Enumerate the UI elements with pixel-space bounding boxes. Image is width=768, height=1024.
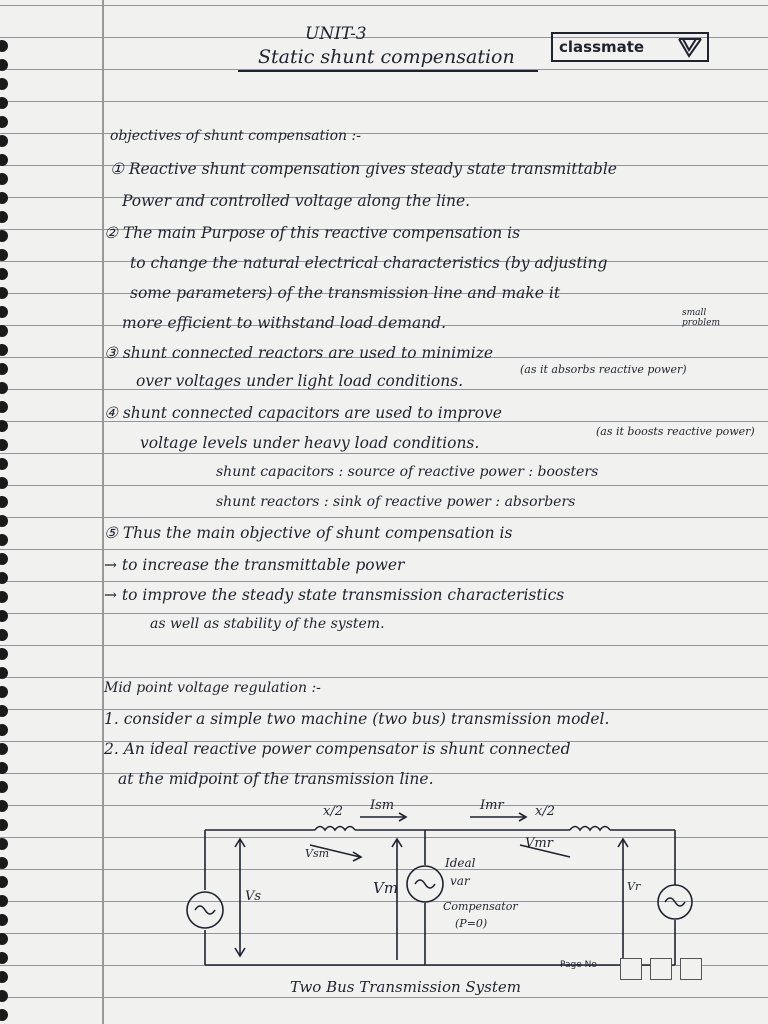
note-small-problem: small problem <box>682 308 720 328</box>
binding-hole <box>0 496 8 508</box>
binding-hole <box>0 724 8 736</box>
binding-hole <box>0 610 8 622</box>
binding-hole <box>0 97 8 109</box>
objective-line-10: voltage levels under heavy load conditions. <box>140 434 480 452</box>
binding-hole <box>0 572 8 584</box>
binding-hole <box>0 762 8 774</box>
unit-title: UNIT-3 <box>305 24 367 44</box>
diagram-caption: Two Bus Transmission System <box>290 978 521 996</box>
objective-line-9: ④ shunt connected capacitors are used to improve <box>104 404 502 422</box>
compensator-label-2: var <box>450 874 470 888</box>
compensator-label-1: Ideal <box>445 856 476 870</box>
objective-line-13: ⑤ Thus the main objective of shunt compensation is <box>104 524 513 542</box>
binding-hole <box>0 211 8 223</box>
binding-hole <box>0 876 8 888</box>
brand-box <box>551 32 709 62</box>
binding-hole <box>0 116 8 128</box>
x-left-label: x/2 <box>323 804 343 819</box>
binding-hole <box>0 781 8 793</box>
inductor-right <box>570 827 610 831</box>
objective-line-2: Power and controlled voltage along the line. <box>122 192 471 210</box>
note-absorbs: (as it absorbs reactive power) <box>520 363 687 376</box>
binding-hole <box>0 458 8 470</box>
binding-hole <box>0 838 8 850</box>
shunt-reactors-line: shunt reactors : sink of reactive power : absorbers <box>216 494 576 510</box>
x-right-label: x/2 <box>535 804 555 819</box>
binding-hole <box>0 40 8 52</box>
binding-hole <box>0 971 8 983</box>
binding-hole <box>0 344 8 356</box>
binding-hole <box>0 667 8 679</box>
objective-line-15: → to improve the steady state transmission characteristics <box>104 586 565 604</box>
inductor-left <box>315 827 355 831</box>
brand-logo-text: classmate <box>559 38 645 56</box>
binding-hole <box>0 230 8 242</box>
vsm-label: Vsm <box>305 847 330 860</box>
binding-hole <box>0 515 8 527</box>
objective-line-1: ① Reactive shunt compensation gives steady state transmittable <box>110 160 617 178</box>
imr-label: Imr <box>480 798 504 813</box>
objective-line-3: ② The main Purpose of this reactive compensation is <box>104 224 521 242</box>
midpoint-line-1: 1. consider a simple two machine (two bus) transmission model. <box>104 710 610 728</box>
midpoint-line-2: 2. An ideal reactive power compensator is shunt connected <box>104 740 571 758</box>
binding-hole <box>0 306 8 318</box>
binding-hole <box>0 914 8 926</box>
binding-hole <box>0 553 8 565</box>
binding-hole <box>0 477 8 489</box>
shunt-capacitors-line: shunt capacitors : source of reactive power : boosters <box>216 464 599 480</box>
binding-hole <box>0 135 8 147</box>
midpoint-line-3: at the midpoint of the transmission line. <box>118 770 434 788</box>
binding-hole <box>0 249 8 261</box>
binding-hole <box>0 382 8 394</box>
binding-hole <box>0 363 8 375</box>
vm-label: Vm <box>373 879 399 897</box>
binding-hole <box>0 895 8 907</box>
objective-line-16: as well as stability of the system. <box>150 616 385 632</box>
page-number-box <box>650 958 672 980</box>
title-underline <box>238 70 538 72</box>
binding-hole <box>0 325 8 337</box>
binding-hole <box>0 420 8 432</box>
binding-hole <box>0 629 8 641</box>
objective-line-7: ③ shunt connected reactors are used to minimize <box>104 344 494 362</box>
margin-line <box>102 0 104 1024</box>
vmr-label: Vmr <box>525 836 553 851</box>
binding-hole <box>0 686 8 698</box>
binding-hole <box>0 743 8 755</box>
binding-hole <box>0 591 8 603</box>
binding-hole <box>0 192 8 204</box>
objective-line-14: → to increase the transmittable power <box>104 556 405 574</box>
vr-label: Vr <box>627 880 641 893</box>
binding-hole <box>0 648 8 660</box>
topic-title: Static shunt compensation <box>258 46 515 68</box>
compensator-label-3: Compensator <box>443 900 518 913</box>
objective-line-6: more efficient to withstand load demand. <box>122 314 447 332</box>
binding-hole <box>0 819 8 831</box>
binding-hole <box>0 534 8 546</box>
binding-hole <box>0 705 8 717</box>
binding-hole <box>0 990 8 1002</box>
brand-logo-icon <box>677 36 703 58</box>
binding-hole <box>0 1009 8 1021</box>
binding-hole <box>0 287 8 299</box>
page-number-box <box>680 958 702 980</box>
vs-label: Vs <box>245 889 262 904</box>
objective-line-8: over voltages under light load conditions. <box>136 372 464 390</box>
binding-hole <box>0 268 8 280</box>
objective-line-5: some parameters) of the transmission line and make it <box>130 284 561 302</box>
objectives-heading: objectives of shunt compensation :- <box>110 128 361 144</box>
objective-line-4: to change the natural electrical characteristics (by adjusting <box>130 254 608 272</box>
binding-hole <box>0 439 8 451</box>
binding-hole <box>0 857 8 869</box>
compensator-label-4: (P=0) <box>455 917 488 930</box>
binding-hole <box>0 173 8 185</box>
page-number-label: Page No <box>560 960 597 970</box>
binding-hole <box>0 800 8 812</box>
page-number-box <box>620 958 642 980</box>
binding-hole <box>0 154 8 166</box>
binding-hole <box>0 401 8 413</box>
midpoint-heading: Mid point voltage regulation :- <box>104 680 321 696</box>
ism-label: Ism <box>370 798 395 813</box>
note-boosts: (as it boosts reactive power) <box>596 425 755 438</box>
binding-hole <box>0 78 8 90</box>
binding-hole <box>0 952 8 964</box>
spiral-binding-holes <box>0 0 16 1024</box>
binding-hole <box>0 59 8 71</box>
binding-hole <box>0 933 8 945</box>
